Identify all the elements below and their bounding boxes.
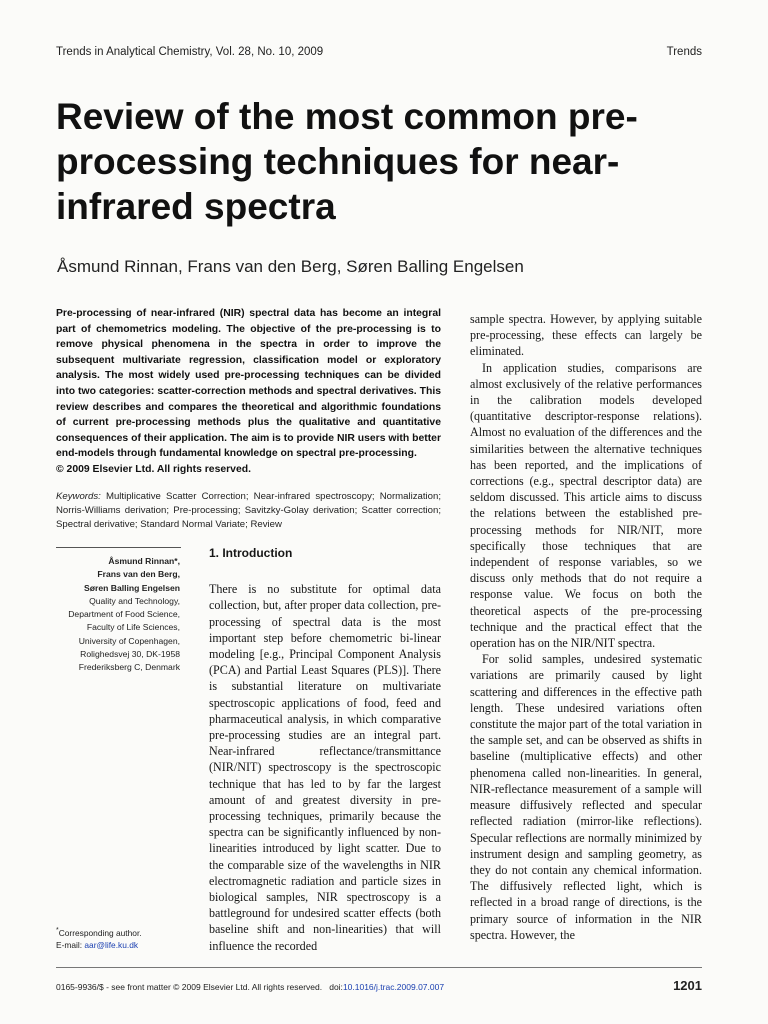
keywords-label: Keywords:	[56, 491, 101, 502]
issn-notice: 0165-9936/$ - see front matter © 2009 Elsevier Ltd. All rights reserved.	[56, 982, 323, 992]
abstract	[56, 306, 441, 478]
copyright-notice: © 2009 Elsevier Ltd. All rights reserved.	[56, 463, 251, 475]
affiliation-line: Frederiksberg C, Denmark	[78, 662, 180, 673]
abstract-text: Pre-processing of near-infrared (NIR) spectral data has become an integral part of chemometrics modeling. The objective of the pre-processing is to remove physical phenomena in the spectra in order to improve the subsequent multivariate regression, classification model or exploratory analysis. The most widely used pre-processing techniques can be divided into two categories: scatter-correction methods and spectral derivatives. This review describes and compares the theoretical and algorithmic foundations of current pre-processing methods plus the qualitative and quantitative consequences of their application. The aim is to provide NIR users with better end-models through fundamental knowledge on spectral pre-processing.	[56, 308, 441, 460]
affiliation-line: Rolighedsvej 30, DK-1958	[80, 649, 180, 660]
page-footer	[56, 978, 702, 993]
section-label: Trends	[666, 46, 702, 58]
corresponding-author-footnote	[56, 925, 196, 951]
corresponding-label: Corresponding author.	[58, 927, 142, 938]
body-paragraph: sample spectra. However, by applying suitable pre-processing, these effects can largely be eliminated.	[470, 312, 702, 359]
body-paragraph: In application studies, comparisons are almost exclusively of the relative performances in the calibration models developed (quantitative descriptor-response relations). Almost no evaluation of the differences and the similarities between the alternative techniques has been reported, and the implications of corrections (e.g., spectral descriptor data) are seldom discussed. This article aims to discuss the relations between the established pre-processing methods for NIR/NIT, more specifically those techniques that are independent of response variables, so we discuss only methods that do not require a response value. We focus on both the theoretical aspects of the pre-processing technique and the practical effect that the operation has on the NIR/NIT spectra.	[470, 360, 702, 651]
keywords-text: Multiplicative Scatter Correction; Near-infrared spectroscopy; Normalization; Norris-Williams derivation; Pre-processing; Savitzky-Golay derivation; Scatter correction; Spectral derivative; Standard Normal Variate; Review	[56, 491, 442, 531]
affiliation-line: Department of Food Science,	[68, 609, 180, 620]
right-column	[470, 311, 702, 943]
affiliation-author-2: Frans van den Berg,	[97, 569, 180, 580]
affiliation-author-1: Åsmund Rinnan*,	[108, 556, 180, 566]
keywords	[56, 490, 441, 533]
author-list: Åsmund Rinnan, Frans van den Berg, Søren Balling Engelsen	[57, 257, 524, 276]
affiliation-author-3: Søren Balling Engelsen	[84, 582, 180, 593]
body-paragraph: There is no substitute for optimal data collection, but, after proper data collection, pre-processing of spectral data is the most important step before chemometric bi-linear modeling [e.g., Principal Component Analysis (PCA) and Partial Least Squares (PLS)]. There is substantial literature on multivariate spectroscopic applications of food, feed and pharmaceutical analysis, in which comparative pre-processing studies are an integral part. Near-infrared reflectance/transmittance (NIR/NIT) spectroscopy is the spectroscopic technique that has led to by far the largest amount of and greatest diversity in pre-processing techniques, primarily because the spectra can be significantly influenced by non-linearities introduced by light scatter. Due to the comparable size of the wavelengths in NIR electromagnetic radiation and particle sizes in biological samples, NIR spectroscopy is a battleground for undesired scatter effects (both baseline shift and non-linearities) that will influence the recorded	[209, 582, 441, 953]
author-affiliation	[40, 555, 180, 675]
journal-citation: Trends in Analytical Chemistry, Vol. 28, No. 10, 2009	[56, 46, 324, 58]
section-heading: 1. Introduction	[209, 546, 293, 560]
affiliation-line: Quality and Technology,	[89, 595, 180, 606]
affiliation-divider	[56, 547, 181, 548]
footer-divider	[56, 967, 702, 968]
email-label: E-mail:	[56, 939, 83, 950]
introduction-column	[209, 545, 441, 954]
doi-label: doi:	[329, 982, 343, 992]
affiliation-line: Faculty of Life Sciences,	[86, 622, 180, 633]
email-link[interactable]: aar@life.ku.dk	[84, 939, 139, 950]
footnote-marker: *	[56, 927, 59, 934]
page-number: 1201	[673, 978, 702, 993]
running-head	[56, 46, 702, 58]
article-title: Review of the most common pre-processing techniques for near-infrared spectra	[56, 96, 638, 227]
doi-link[interactable]: 10.1016/j.trac.2009.07.007	[342, 982, 445, 992]
affiliation-line: University of Copenhagen,	[78, 635, 180, 646]
body-paragraph: For solid samples, undesired systematic variations are primarily caused by light scattering and differences in the effective path length. These undesired variations often constitute the major part of the total variation in the sample set, and can be observed as shifts in baseline (multiplicative effects) and other phenomena called non-linearities. In general, NIR-reflectance measurement of a sample will measure diffusively reflected and specular reflected radiation (mirror-like reflections). Specular reflections are normally minimized by instrument design and sampling geometry, as they do not contain any chemical information. The diffusively reflected light, which is reflected in a broad range of directions, is the primary source of information in the NIR spectra. However, the	[470, 652, 702, 942]
